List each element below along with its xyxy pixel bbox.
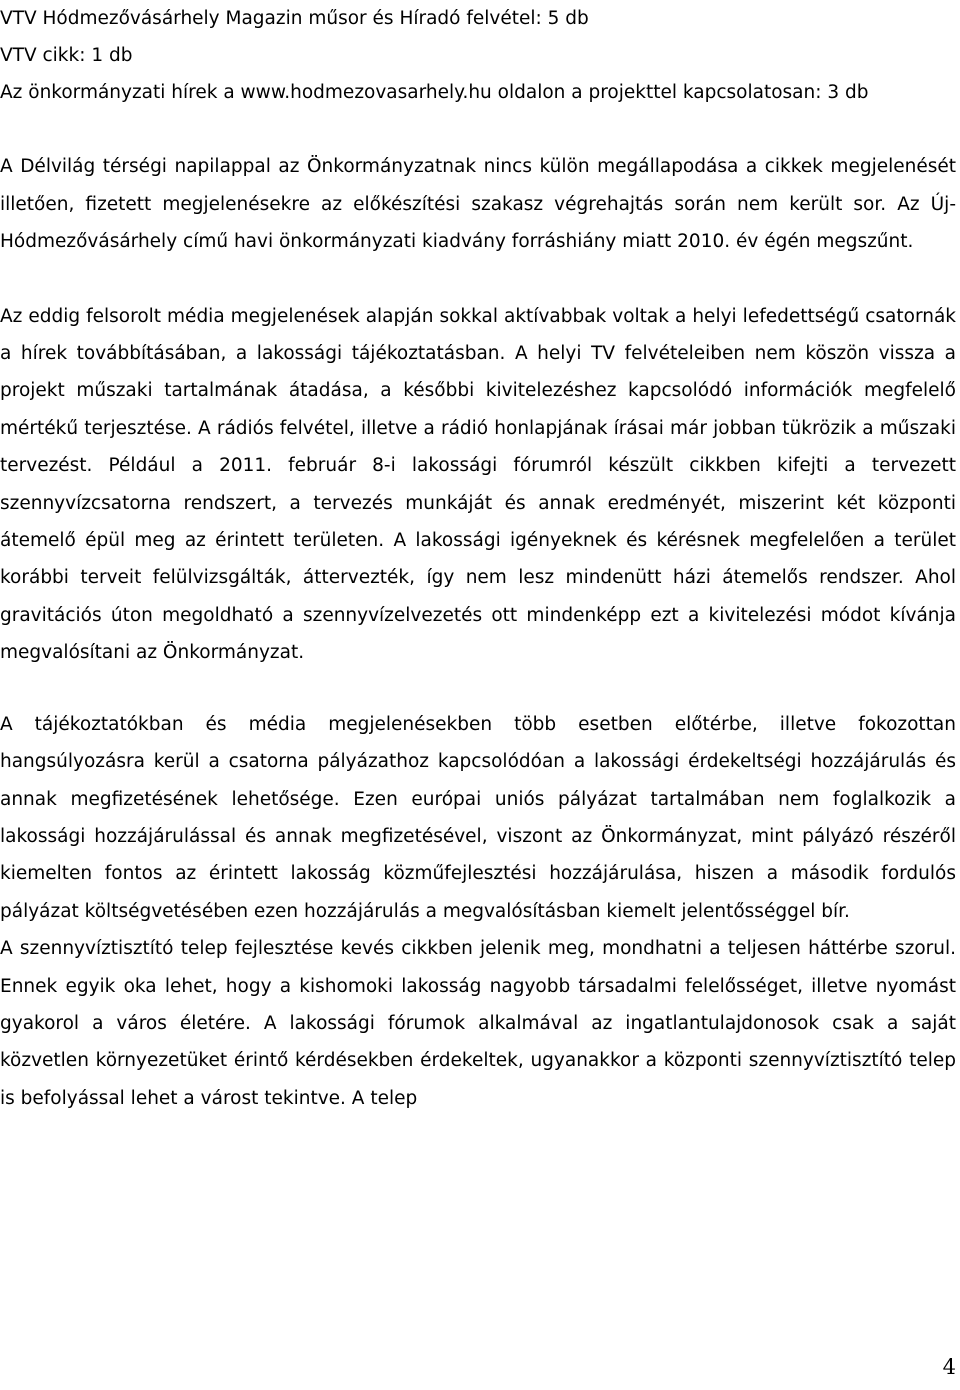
media-count-vtv-article: VTV cikk: 1 db <box>0 45 133 66</box>
paragraph-delvilag: A Délvilág térségi napilappal az Önkormányzatnak nincs külön megállapodása a cikkek megjelenését illetően, fizetett megjelenésekre az előkészítési szakasz végrehajtás során nem került sor. Az Új-Hódmezővásárhely című havi önkormányzati kiadvány forráshiány miatt 2010. év égén megszűnt. <box>0 156 956 253</box>
media-count-vtv-magazine: VTV Hódmezővásárhely Magazin műsor és Híradó felvétel: 5 db <box>0 8 589 29</box>
paragraph-media-activity: Az eddig felsorolt média megjelenések alapján sokkal aktívabbak voltak a helyi lefedettségű csatornák a hírek továbbításában, a lakossági tájékoztatásban. A helyi TV felvételeiben nem köszön vissza a projekt műszaki tartalmának átadása, a későbbi kivitelezéshez kapcsolódó információk megfelelő mértékű terjesztése. A rádiós felvétel, illetve a rádió honlapjának írásai már jobban tükrözik a műszaki tervezést. Például a 2011. február 8-i lakossági fórumról készült cikkben kifejti a tervezett szennyvízcsatorna rendszert, a tervezés munkáját és annak eredményét, miszerint két központi átemelő épül meg az érintett területen. A lakossági igényeknek és kérésnek megfelelően a terület korábbi terveit felülvizsgálták, áttervezték, így nem lesz mindenütt házi átemelős rendszer. Ahol gravitációs úton megoldható a szennyvízelvezetés ott mindenképp ezt a kivitelezési módot kívánja megvalósítani az Önkormányzat. <box>0 305 956 664</box>
paragraph-treatment-plant: A szennyvíztisztító telep fejlesztése kevés cikkben jelenik meg, mondhatni a teljesen háttérbe szorul. Ennek egyik oka lehet, hogy a kishomoki lakosság nagyobb társadalmi felelősséget, illetve nyomást gyakorol a város életére. A lakossági fórumok alkalmával az ingatlantulajdonosok csak a saját közvetlen környezetüket érintő kérdésekben érdekeltek, ugyanakkor a központi szennyvíztisztító telep is befolyással lehet a várost tekintve. A telep <box>0 938 956 1109</box>
paragraph-spacer <box>0 672 956 706</box>
media-count-municipal-news: Az önkormányzati hírek a www.hodmezovasarhely.hu oldalon a projekttel kapcsolatosan: 3 db <box>0 82 869 103</box>
paragraph-contribution: A tájékoztatókban és média megjelenésekben több esetben előtérbe, illetve fokozottan hangsúlyozásra kerül a csatorna pályázathoz kapcsolódóan a lakossági érdekeltségi hozzájárulás és annak megfizetésének lehetősége. Ezen európai uniós pályázat tartalmában nem foglalkozik a lakossági hozzájárulással és annak megfizetésével, viszont az Önkormányzat, mint pályázó részéről kiemelten fontos az érintett lakosság közműfejlesztési hozzájárulása, hiszen a második fordulós pályázat költségvetésében ezen hozzájárulás a megvalósításban kiemelt jelentősséggel bír. <box>0 713 956 922</box>
page-number: 4 <box>942 1355 956 1379</box>
paragraph-spacer <box>0 261 956 298</box>
paragraph-spacer <box>0 111 956 148</box>
